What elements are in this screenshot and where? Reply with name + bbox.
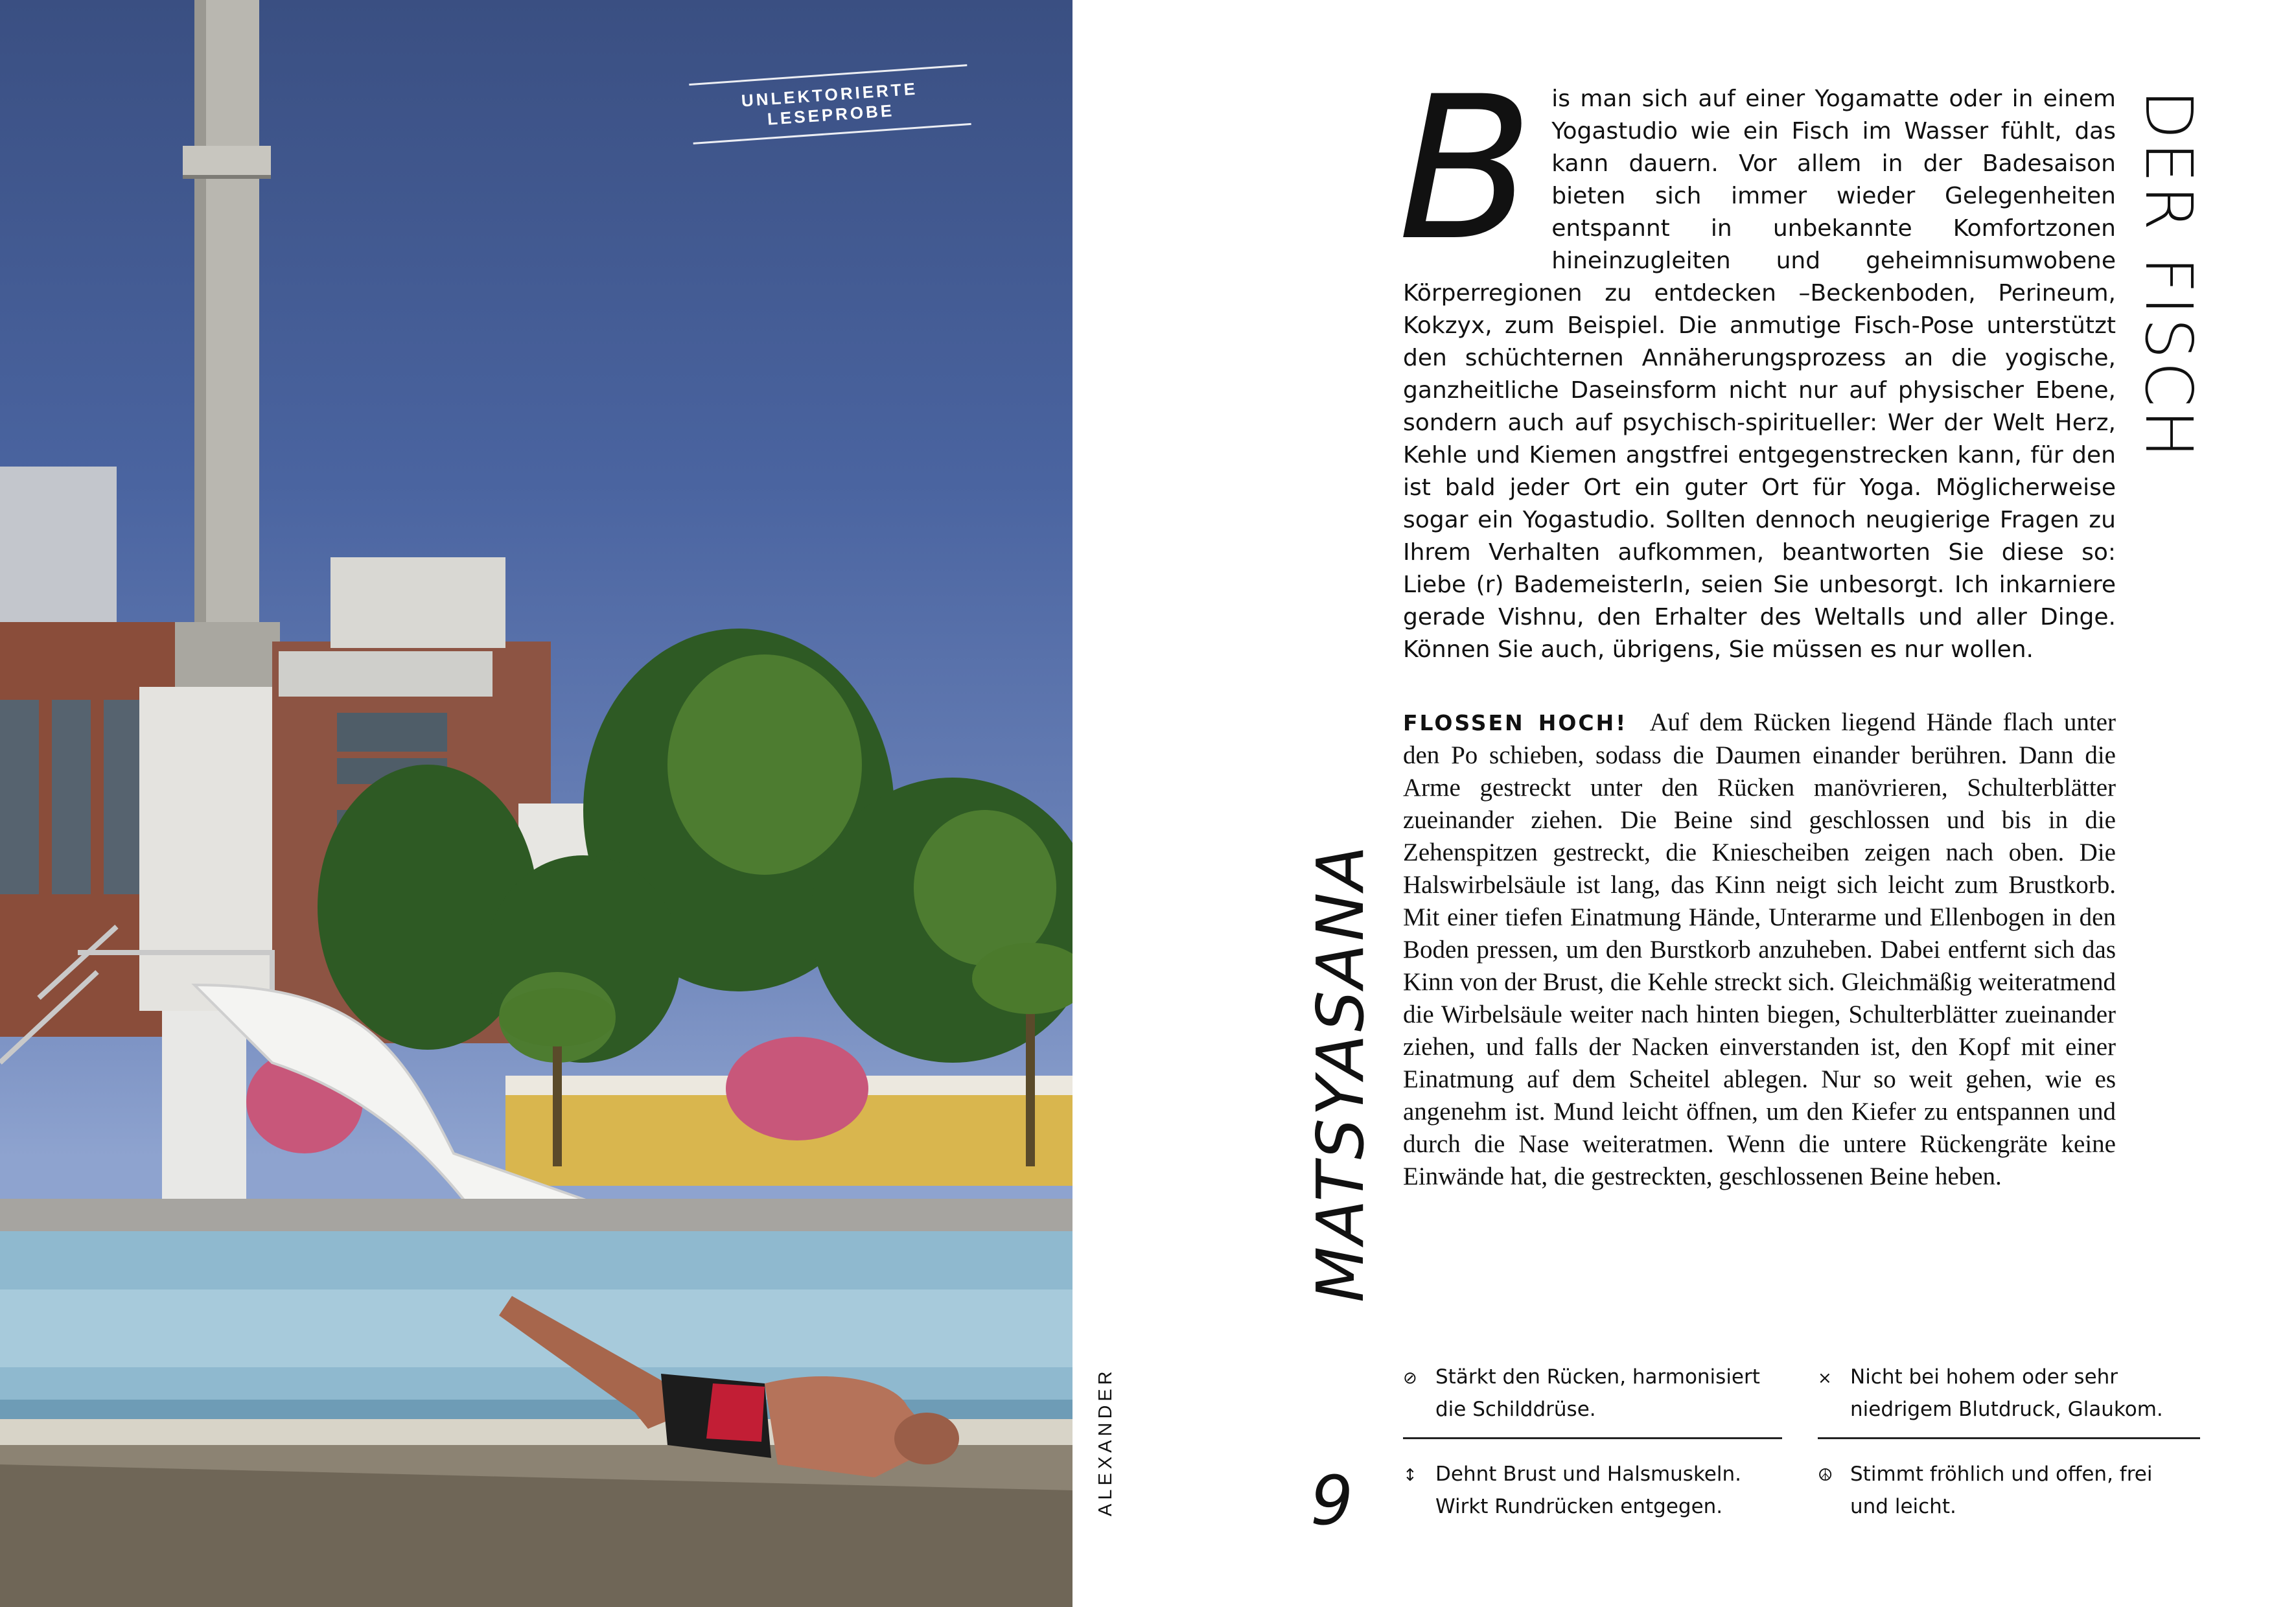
- fact-benefit: [1403, 1361, 1779, 1426]
- intro-text: is man sich auf einer Yogamatte oder in einem Yogastudio wie ein Fisch im Wasser fühlt, das kann dauern. Vor allem in der Badesaison bieten sich immer wieder Gelegenheiten entspannt in unbekannte Komfortzonen hineinzugleiten und geheimnisumwobene Körperregionen zu entdecken –Beckenboden, Perineum, Kokzyx, zum Beispiel. Die anmutige Fisch-Pose unterstützt den schüchternen Annäherungsprozess an die yogische, ganzheitliche Daseinsform nicht nur auf physischer Ebene, sondern auch auf psychisch-spiritueller: Wer der Welt Herz, Kehle und Kiemen angstfrei entgegenstrecken kann, für den ist bald jeder Ort ein guter Ort für Yoga. Möglicherweise sogar ein Yogastudio. Sollten dennoch neugierige Fragen zu Ihrem Verhalten aufkommen, beantworten Sie diese so: Liebe (r) BademeisterIn, seien Sie unbesorgt. Ich inkarniere gerade Vishnu, den Erhalter des Weltalls und aller Dinge. Können Sie auch, übrigens, Sie müssen es nur wollen.: [1403, 86, 2116, 663]
- pose-title-german: DER FISCH: [2131, 89, 2207, 461]
- instructions-lead: FLOSSEN HOCH!: [1403, 710, 1628, 735]
- divider-right: [1818, 1437, 2200, 1439]
- instructions-paragraph: [1403, 706, 2116, 1193]
- cross-icon: ×: [1818, 1369, 1832, 1388]
- intro-paragraph: [1398, 54, 2116, 666]
- fact-text: Dehnt Brust und Halsmuskeln. Wirkt Rundrücken entgegen.: [1435, 1462, 1741, 1518]
- fact-stretch: [1403, 1458, 1779, 1523]
- photo-credit: ALEXANDER: [1095, 1367, 1116, 1516]
- fact-mood: [1818, 1458, 2194, 1523]
- divider-left: [1403, 1437, 1782, 1439]
- instructions-text: Auf dem Rücken liegend Hände flach unter den Po schieben, sodass die Daumen einander berühren. Dann die Arme gestreckt unter den Rücken manövrieren, Schulterblätter zueinander ziehen. Die Beine sind geschlossen und bis in die Zehenspitzen gestreckt, die Kniescheiben zeigen nach oben. Die Halswirbelsäule ist lang, das Kinn neigt sich leicht zum Brustkorb. Mit einer tiefen Einatmung Hände, Unterarme und Ellenbogen in den Boden pressen, um den Burstkorb anzuheben. Dabei entfernt sich das Kinn von der Brust, die Kehle streckt sich. Gleichmäßig weiteratmend die Wirbelsäule weiter nach hinten biegen, Schulterblätter zueinander ziehen, und falls der Nacken einverstanden ist, den Kopf mit einer Einatmung auf dem Scheitel ablegen. Nur so weit gehen, wie es angenehm ist. Mund leicht öffnen, um den Kiefer zu entspannen und durch die Nase weiteratmen. Wenn die untere Rückengräte keine Einwände hat, die gestreckten, geschlossenen Beine heben.: [1403, 708, 2116, 1190]
- stamp-text: UNLEKTORIERTE LESEPROBE: [740, 78, 918, 129]
- drop-cap: B: [1398, 54, 1534, 284]
- fact-text: Nicht bei hohem oder sehr niedrigem Blutdruck, Glaukom.: [1850, 1365, 2163, 1421]
- peace-icon: ☮: [1818, 1466, 1833, 1485]
- fact-text: Stärkt den Rücken, harmonisiert die Schilddrüse.: [1435, 1365, 1760, 1421]
- fact-text: Stimmt fröhlich und offen, frei und leicht.: [1850, 1462, 2153, 1518]
- pose-facts: [1403, 1361, 2200, 1529]
- check-circle-icon: ⊘: [1403, 1369, 1417, 1388]
- page-number: 9: [1310, 1461, 1354, 1540]
- photo-illustration: [0, 0, 1073, 1607]
- pool-photo: [0, 0, 1073, 1607]
- fact-contraindication: [1818, 1361, 2194, 1426]
- up-down-arrow-icon: ↕: [1403, 1466, 1417, 1485]
- pose-title-sanskrit: MATSYASANA: [1303, 843, 1378, 1302]
